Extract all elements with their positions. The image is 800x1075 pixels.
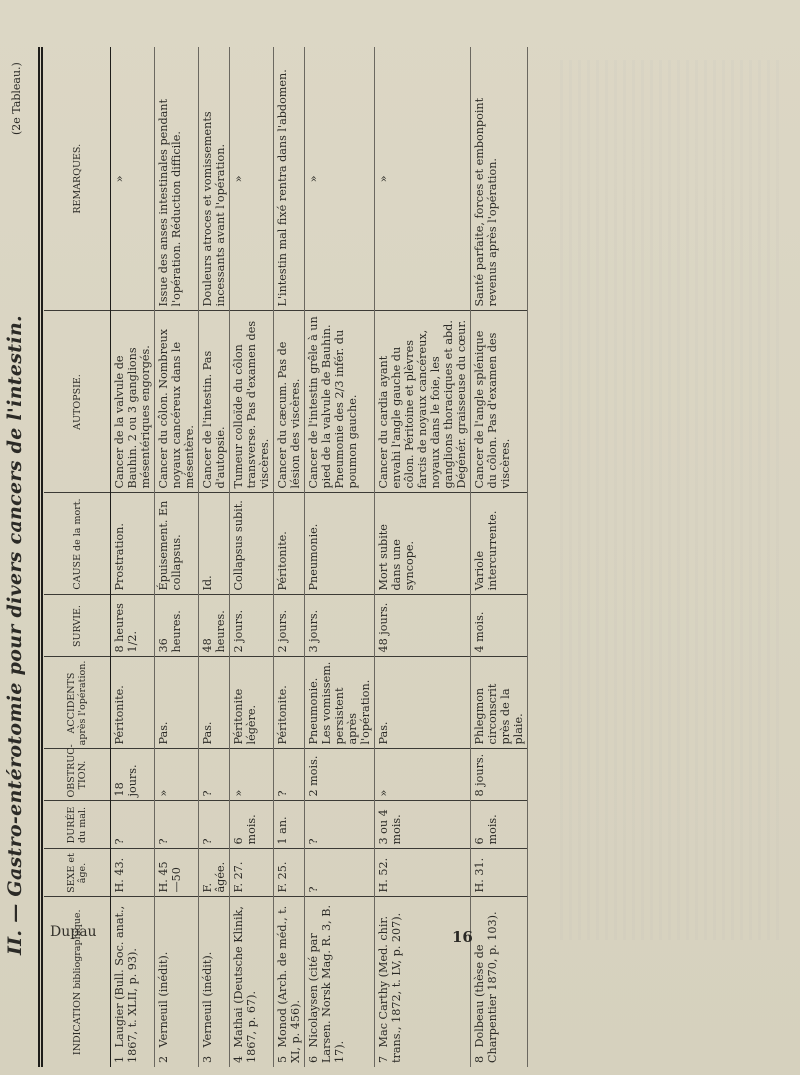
col-accidents: ACCIDENTS après l'opération. (44, 657, 111, 749)
indication-text: Mathai (Deutsche Klinik, 1867, p. 67). (232, 906, 258, 1063)
col-indication: INDICATION bibliographique. (44, 897, 111, 1067)
table-row (155, 47, 199, 1067)
cell-duree: ? (305, 801, 375, 849)
cell-cause: Id. (199, 493, 230, 595)
cell-obstruction: » (155, 749, 199, 801)
table-row (375, 47, 471, 1067)
cell-remarques: » (375, 47, 471, 311)
cell-obstruction: 2 mois. (305, 749, 375, 801)
cell-autopsie: Cancer de l'intestin. Pas d'autopsie. (199, 311, 230, 493)
cell-accidents: Pneumonie. Les vomissem. persistent après l'opération. (305, 657, 375, 749)
cell-autopsie: Cancer du cardia ayant envahi l'angle gauche du côlon. Péritoine et plèvres farcis de noyaux cancéreux, noyaux dans le foie, les ganglions thoraciques et abd. Dégénér. graisseuse du cœur. (375, 311, 471, 493)
cell-remarques: Santé parfaite, forces et embonpoint revenus après l'opération. (471, 47, 528, 311)
cell-cause: Épuisement. En collapsus. (155, 493, 199, 595)
indication-text: Dolbeau (thèse de Charpentier 1870, p. 103). (473, 911, 499, 1063)
cell-indication (274, 897, 305, 1067)
cell-indication (305, 897, 375, 1067)
row-number: 6 (307, 1055, 320, 1063)
col-survie: SURVIE. (44, 595, 111, 657)
cell-cause: Pneumonie. (305, 493, 375, 595)
cell-duree: 6 mois. (230, 801, 274, 849)
cell-indication (230, 897, 274, 1067)
cell-accidents: Péritonite. (274, 657, 305, 749)
table-row (274, 47, 305, 1067)
cell-sexe: F. âgée. (199, 849, 230, 897)
cell-accidents: Péritonite légère. (230, 657, 274, 749)
cell-sexe: H. 43. (111, 849, 155, 897)
cell-accidents: Péritonite. (111, 657, 155, 749)
page-title: II. — Gastro-entérotomie pour divers cancers de l'intestin. (4, 315, 26, 955)
row-number: 4 (232, 1055, 245, 1063)
cell-accidents: Phlegmon circonscrit près de la plaie. (471, 657, 528, 749)
cell-sexe: H. 52. (375, 849, 471, 897)
cell-obstruction: 18 jours. (111, 749, 155, 801)
cell-remarques: L'intestin mal fixé rentra dans l'abdomen. (274, 47, 305, 311)
row-number: 8 (473, 1055, 486, 1063)
col-sexe: SEXE et âge. (44, 849, 111, 897)
col-cause: CAUSE de la mort. (44, 493, 111, 595)
cell-survie: 8 heures 1/2. (111, 595, 155, 657)
table-row (305, 47, 375, 1067)
table-frame (38, 47, 538, 1067)
col-remarques: REMARQUES. (44, 47, 111, 311)
cell-duree: 6 mois. (471, 801, 528, 849)
cell-duree: 1 an. (274, 801, 305, 849)
cell-duree: 3 ou 4 mois. (375, 801, 471, 849)
cell-remarques: » (230, 47, 274, 311)
cell-obstruction: ? (199, 749, 230, 801)
cell-remarques: Douleurs atroces et vomissements incessants avant l'opération. (199, 47, 230, 311)
cell-cause: Collapsus subit. (230, 493, 274, 595)
cell-indication (155, 897, 199, 1067)
cell-survie: 3 jours. (305, 595, 375, 657)
cell-autopsie: Cancer du côlon. Nombreux noyaux cancéreux dans le mésentère. (155, 311, 199, 493)
cell-indication (375, 897, 471, 1067)
author-signature: Dupau (50, 924, 97, 940)
cell-sexe: H. 45—50 (155, 849, 199, 897)
cell-cause: Variole intercurrente. (471, 493, 528, 595)
cell-indication (199, 897, 230, 1067)
cell-cause: Mort subite dans une syncope. (375, 493, 471, 595)
table-row (199, 47, 230, 1067)
cell-survie: 2 jours. (230, 595, 274, 657)
row-number: 2 (157, 1055, 170, 1063)
cell-sexe: H. 31. (471, 849, 528, 897)
cell-indication (111, 897, 155, 1067)
cell-survie: 2 jours. (274, 595, 305, 657)
cell-obstruction: ? (274, 749, 305, 801)
cell-obstruction: » (230, 749, 274, 801)
row-number: 5 (276, 1055, 289, 1063)
cell-duree: ? (111, 801, 155, 849)
cell-remarques: » (305, 47, 375, 311)
cell-survie: 48 heures. (199, 595, 230, 657)
indication-text: Nicolaysen (cité par Larsen. Norsk Mag. R. 3, B. 17). (307, 904, 346, 1063)
cell-autopsie: Cancer de la valvule de Bauhin. 2 ou 3 ganglions mésentériques engorgés. (111, 311, 155, 493)
cell-autopsie: Cancer de l'angle splénique du côlon. Pas d'examen des viscères. (471, 311, 528, 493)
cell-accidents: Pas. (155, 657, 199, 749)
indication-text: Verneuil (inédit). (201, 951, 214, 1048)
row-number: 7 (377, 1055, 390, 1063)
cell-sexe: ? (305, 849, 375, 897)
cell-accidents: Pas. (199, 657, 230, 749)
row-number: 1 (113, 1055, 126, 1063)
cell-remarques: » (111, 47, 155, 311)
cell-autopsie: Cancer de l'intestin grêle à un pied de la valvule de Bauhin. Pneumonie des 2/3 infér. du poumon gauche. (305, 311, 375, 493)
table-number: (2e Tableau.) (10, 62, 23, 135)
page-number: 16 (452, 928, 473, 946)
row-number: 3 (201, 1055, 214, 1063)
cell-indication (471, 897, 528, 1067)
top-rule (38, 47, 40, 1067)
cell-duree: ? (199, 801, 230, 849)
cell-sexe: F. 25. (274, 849, 305, 897)
col-obstruction: OBSTRUC- TION. (44, 749, 111, 801)
cell-accidents: Pas. (375, 657, 471, 749)
table-row (230, 47, 274, 1067)
indication-text: Mac Carthy (Med. chir. trans., 1872, t. LV, p. 207). (377, 912, 403, 1063)
cases-table (44, 47, 528, 1067)
top-rule-inner (41, 47, 43, 1067)
indication-text: Monod (Arch. de méd., t. XI, p. 456). (276, 905, 302, 1063)
cell-autopsie: Tumeur colloïde du côlon transverse. Pas d'examen des viscères. (230, 311, 274, 493)
table-row (111, 47, 155, 1067)
header-row (44, 47, 111, 1067)
cell-obstruction: 8 jours. (471, 749, 528, 801)
col-duree: DURÉE du mal. (44, 801, 111, 849)
table-row (471, 47, 528, 1067)
col-autopsie: AUTOPSIE. (44, 311, 111, 493)
indication-text: Verneuil (inédit). (157, 951, 170, 1048)
cell-cause: Péritonite. (274, 493, 305, 595)
indication-text: Laugier (Bull. Soc. anat., 1867, t. XLII, p. 93). (113, 905, 139, 1063)
cell-sexe: F. 27. (230, 849, 274, 897)
cell-autopsie: Cancer du cæcum. Pas de lésion des viscères. (274, 311, 305, 493)
cell-duree: ? (155, 801, 199, 849)
cell-survie: 4 mois. (471, 595, 528, 657)
cell-obstruction: » (375, 749, 471, 801)
cell-survie: 48 jours. (375, 595, 471, 657)
cell-survie: 36 heures. (155, 595, 199, 657)
cell-cause: Prostration. (111, 493, 155, 595)
cell-remarques: Issue des anses intestinales pendant l'opération. Réduction difficile. (155, 47, 199, 311)
